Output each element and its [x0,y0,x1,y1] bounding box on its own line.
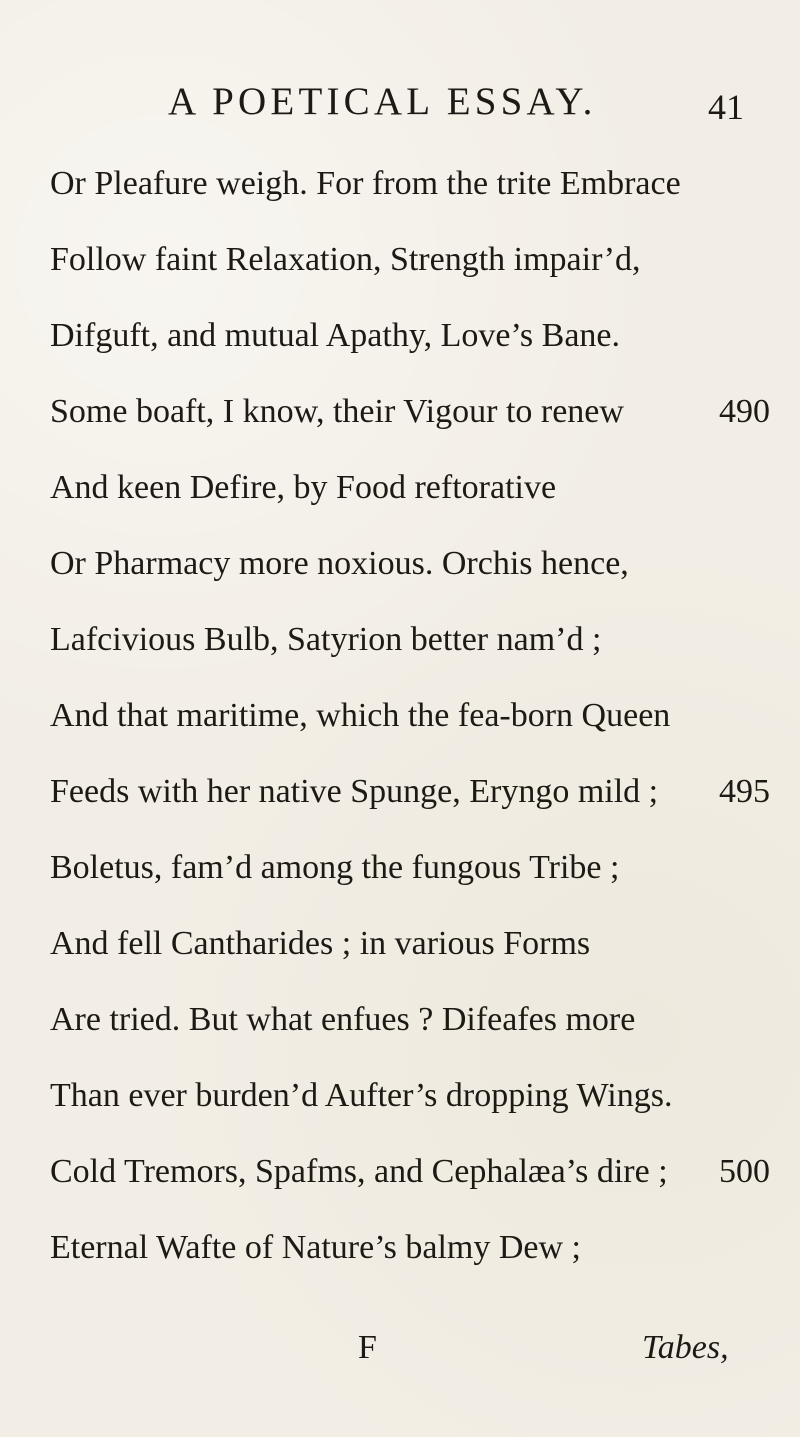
running-title: A POETICAL ESSAY. [168,80,597,123]
catchword: Tabes, [642,1329,729,1366]
verse-line-text: Eternal Wafte of Nature’s balmy Dew ; [50,1229,582,1266]
verse-line-text: Or Pharmacy more noxious. Orchis hence, [50,545,629,582]
verse-line [50,1000,770,1040]
verse-line [50,544,770,584]
verse-line [50,772,770,812]
verse-line-text: Follow faint Relaxation, Strength impair’d, [50,241,641,278]
verse-line-text: Boletus, fam’d among the fungous Tribe ; [50,849,620,886]
verse-line [50,316,770,356]
verse-line [50,1152,770,1192]
verse-line-text: And that maritime, which the fea-born Queen [50,697,671,734]
verse-line-text: Difguft, and mutual Apathy, Love’s Bane. [50,317,621,354]
verse-line-text: Are tried. But what enfues ? Difeafes more [50,1001,636,1038]
verse-line-text: Feeds with her native Spunge, Eryngo mild ; [50,773,659,810]
line-number: 490 [719,393,770,430]
page-number: 41 [708,87,744,127]
verse-line [50,468,770,508]
line-number: 495 [719,773,770,810]
verse-line-text: Lafcivious Bulb, Satyrion better nam’d ; [50,621,602,658]
verse-line [50,1076,770,1116]
verse-line-text: Cold Tremors, Spafms, and Cephalæa’s dire ; [50,1153,668,1190]
running-head [0,78,800,126]
verse-line [50,1228,770,1268]
catchline [0,1326,800,1370]
verse-line [50,164,770,204]
verse-line [50,848,770,888]
verse-line [50,620,770,660]
verse-line-text: Or Pleafure weigh. For from the trite Embrace [50,165,681,202]
signature-mark: F [358,1329,377,1366]
verse-line-text: Some boaft, I know, their Vigour to renew [50,393,624,430]
verse-line [50,924,770,964]
verse-line [50,240,770,280]
verse-line-text: And fell Cantharides ; in various Forms [50,925,591,962]
verse-line [50,392,770,432]
verse-line-text: And keen Defire, by Food reftorative [50,469,557,506]
verse-line-text: Than ever burden’d Aufter’s dropping Wings. [50,1077,673,1114]
line-number: 500 [719,1153,770,1190]
verse-line [50,696,770,736]
